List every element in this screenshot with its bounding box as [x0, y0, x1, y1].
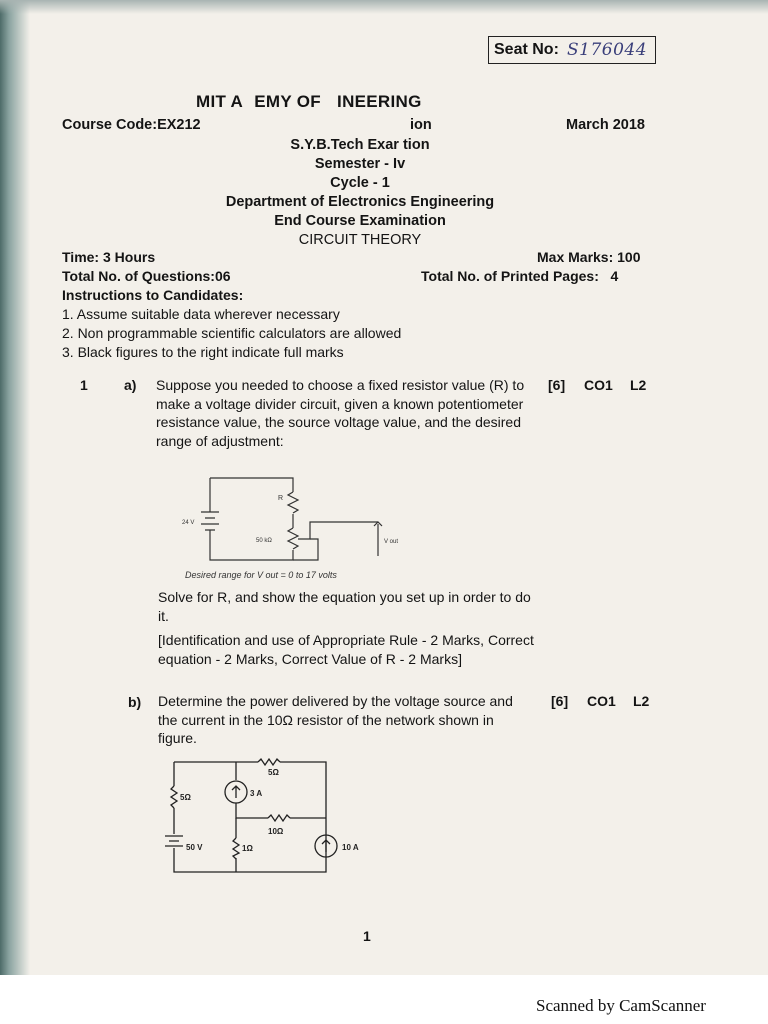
scanner-watermark: Scanned by CamScanner	[536, 996, 706, 1015]
course-outcome: CO1	[584, 377, 613, 393]
course-outcome: CO1	[587, 693, 616, 709]
vout-label: V out	[384, 539, 399, 545]
voltage-divider-circuit	[160, 470, 400, 570]
exam-date: March 2018	[566, 117, 645, 133]
source-voltage-label: 24 V	[182, 520, 195, 526]
marks: [6]	[551, 693, 569, 709]
max-marks: Max Marks: 100	[537, 249, 641, 265]
question-text: Determine the power delivered by the voltage source and the current in the 10Ω resistor of the network shown in figure.	[158, 693, 513, 746]
r-top-label: 5Ω	[268, 768, 279, 777]
cycle-line: Cycle - 1	[330, 175, 390, 191]
program-line: S.Y.B.Tech Exar tion	[290, 137, 430, 153]
r-mid-label: 10Ω	[268, 827, 284, 836]
network-circuit	[160, 750, 380, 880]
part-label: b)	[128, 694, 142, 710]
marks: [6]	[548, 377, 566, 393]
institute-name: MIT A EMY OF INEERING	[196, 92, 422, 111]
printed-pages: Total No. of Printed Pages: 4	[421, 268, 619, 284]
seat-value: S176044	[567, 40, 648, 60]
part-label: a)	[124, 377, 137, 393]
question-number: 1	[80, 377, 88, 393]
instruction-item: 3. Black figures to the right indicate full marks	[62, 344, 344, 360]
question-text: Suppose you needed to choose a fixed resistor value (R) to make a voltage divider circuit, given a known potentiometer resistance value, the source voltage value, and the desired range of adjustment:	[156, 377, 525, 449]
instructions-heading: Instructions to Candidates:	[62, 287, 244, 303]
semester-line: Semester - Iv	[314, 156, 406, 172]
exam-fragment: ion	[410, 117, 432, 133]
course-code: Course Code:EX212	[62, 117, 201, 133]
seat-number-box	[488, 36, 656, 64]
page-number: 1	[363, 928, 371, 944]
r-left-label: 5Ω	[180, 793, 191, 802]
bloom-level: L2	[630, 377, 647, 393]
subject-line: CIRCUIT THEORY	[298, 232, 422, 248]
bloom-level: L2	[633, 693, 650, 709]
current-source-2-label: 10 A	[342, 843, 359, 852]
current-source-label: 3 A	[250, 789, 263, 798]
resistor-r-label: R	[278, 495, 284, 502]
seat-label: Seat No:	[494, 41, 559, 58]
pot-label: 50 kΩ	[256, 538, 272, 544]
instruction-item: 2. Non programmable scientific calculators are allowed	[62, 325, 402, 341]
department-line: Department of Electronics Engineering	[225, 194, 495, 210]
marking-scheme: [Identification and use of Appropriate Rule - 2 Marks, Correct equation - 2 Marks, Correct Value of R - 2 Marks]	[158, 632, 534, 667]
r-bottom-label: 1Ω	[242, 844, 253, 853]
time-allowed: Time: 3 Hours	[62, 249, 156, 265]
scan-edge-top	[0, 0, 768, 14]
instruction-item: 1. Assume suitable data wherever necessary	[62, 306, 340, 322]
voltage-source-label: 50 V	[186, 843, 203, 852]
question-instruction: Solve for R, and show the equation you set up in order to do it.	[158, 589, 531, 624]
total-questions: Total No. of Questions:06	[62, 268, 231, 284]
exam-type-line: End Course Examination	[274, 213, 446, 229]
figure-caption: Desired range for V out = 0 to 17 volts	[185, 570, 337, 580]
